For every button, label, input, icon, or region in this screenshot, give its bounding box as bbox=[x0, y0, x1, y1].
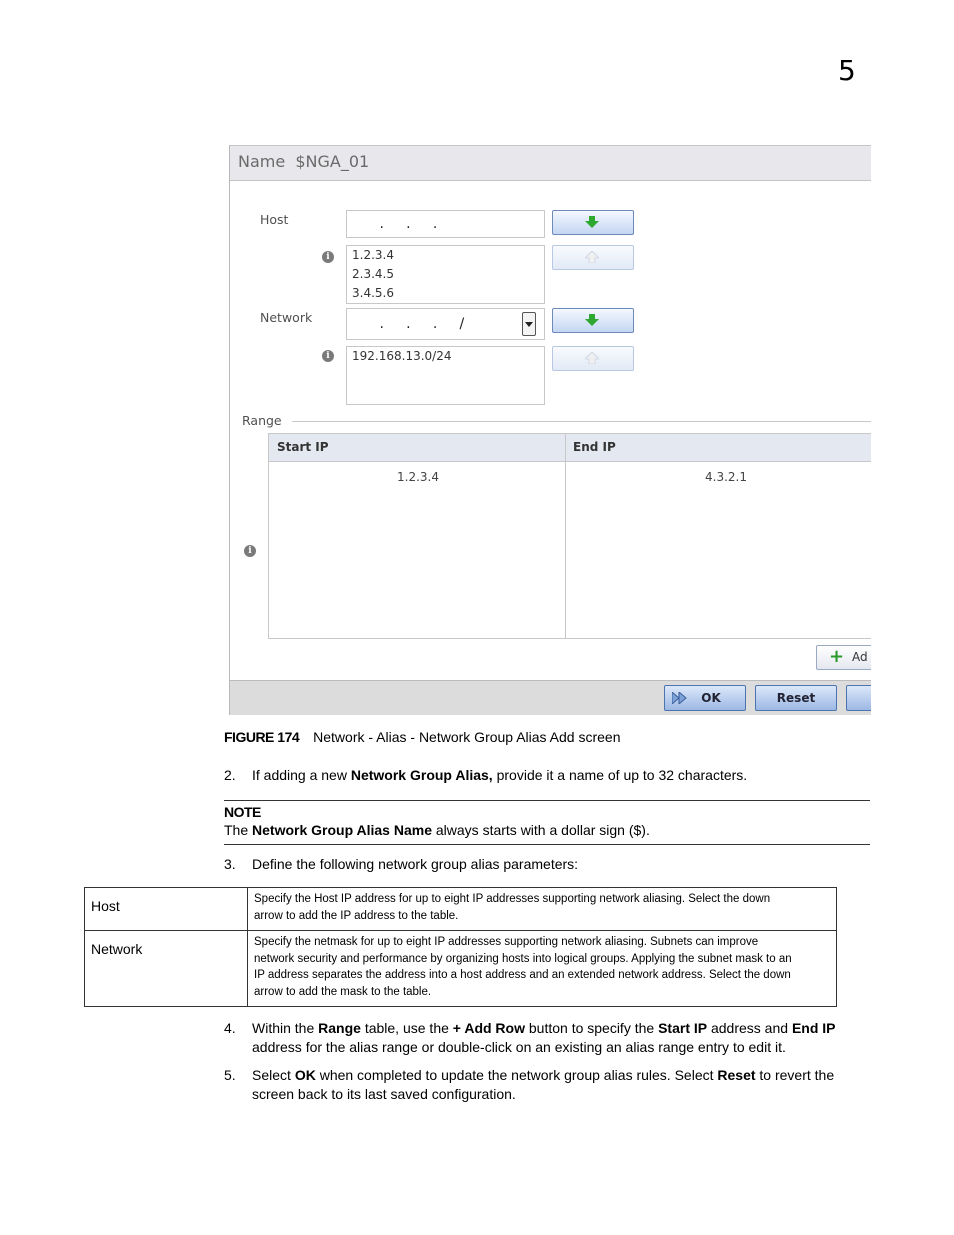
list-item[interactable]: 3.4.5.6 bbox=[352, 286, 394, 300]
chevron-down-icon bbox=[523, 313, 535, 335]
parameter-table bbox=[84, 887, 837, 1007]
param-name: Network bbox=[85, 931, 248, 1007]
network-add-button[interactable] bbox=[552, 308, 634, 333]
name-label: Name bbox=[238, 152, 286, 171]
list-item[interactable]: 2.3.4.5 bbox=[352, 267, 394, 281]
description-line: network security and performance by organizing hosts into logical groups. Applying the subnet mask to an bbox=[254, 952, 792, 965]
column-end-ip[interactable]: End IP bbox=[573, 440, 616, 454]
host-label: Host bbox=[260, 212, 289, 227]
param-description bbox=[248, 931, 837, 1007]
text-run: If adding a new bbox=[252, 767, 351, 783]
ok-button[interactable] bbox=[664, 685, 746, 711]
mask-dropdown[interactable] bbox=[522, 312, 536, 336]
host-list[interactable] bbox=[346, 245, 545, 304]
network-ip-input[interactable] bbox=[346, 308, 545, 340]
list-item[interactable]: 1.2.3.4 bbox=[352, 248, 394, 262]
figure-caption bbox=[224, 729, 620, 745]
range-table[interactable] bbox=[268, 433, 871, 639]
text-run: always starts with a dollar sign ($). bbox=[432, 822, 650, 838]
step-number: 2. bbox=[224, 767, 236, 783]
term: Reset bbox=[717, 1067, 756, 1083]
description-line: arrow to add the mask to the table. bbox=[254, 985, 432, 998]
description-line: Specify the Host IP address for up to eight IP addresses supporting network aliasing. Select the down bbox=[254, 893, 771, 905]
table-row bbox=[85, 888, 837, 931]
ok-label: OK bbox=[701, 691, 721, 705]
fast-forward-icon bbox=[672, 692, 688, 704]
param-description bbox=[248, 888, 837, 931]
arrow-down-icon bbox=[585, 216, 599, 228]
network-list[interactable] bbox=[346, 346, 545, 405]
term: Range bbox=[318, 1020, 361, 1036]
arrow-up-icon bbox=[585, 352, 599, 364]
host-info-icon[interactable]: i bbox=[322, 251, 334, 263]
network-label: Network bbox=[260, 310, 313, 325]
network-ip-separators: . . . / bbox=[375, 316, 465, 332]
note-title: NOTE bbox=[224, 804, 261, 820]
column-separator bbox=[565, 434, 566, 638]
description-line: arrow to add the IP address to the table. bbox=[254, 909, 459, 922]
name-bar bbox=[230, 145, 871, 181]
end-ip-cell[interactable]: 4.3.2.1 bbox=[705, 470, 747, 484]
range-label: Range bbox=[242, 413, 282, 428]
start-ip-cell[interactable]: 1.2.3.4 bbox=[397, 470, 439, 484]
list-item[interactable]: 192.168.13.0/24 bbox=[352, 349, 452, 363]
step-5 bbox=[224, 1066, 870, 1106]
text-run: address and bbox=[707, 1020, 792, 1036]
host-ip-input[interactable] bbox=[346, 210, 545, 238]
exit-button[interactable] bbox=[846, 685, 871, 711]
text-run: address for the alias range or double-click on an existing an alias range entry to edit it. bbox=[252, 1039, 786, 1055]
term: End IP bbox=[791, 1020, 836, 1036]
step-text bbox=[252, 1019, 836, 1057]
text-run: The bbox=[224, 822, 253, 838]
add-row-label: Ad bbox=[852, 650, 868, 664]
step-number: 3. bbox=[224, 856, 236, 872]
name-field bbox=[238, 152, 369, 171]
param-name: Host bbox=[85, 888, 248, 931]
range-table-header bbox=[269, 434, 871, 462]
text-run: when completed to update the network group alias rules. Select bbox=[315, 1067, 718, 1083]
text-run: to revert the bbox=[755, 1067, 835, 1083]
range-divider bbox=[292, 421, 871, 422]
text-run: Within the bbox=[252, 1020, 319, 1036]
text-run: provide it a name of up to 32 characters. bbox=[492, 767, 748, 783]
description-line: IP address separates the address into a host address and an extended network address. Select the down bbox=[254, 969, 791, 981]
plus-icon: + bbox=[829, 646, 845, 667]
add-row-button[interactable] bbox=[816, 645, 871, 670]
text-run: button to specify the bbox=[524, 1020, 659, 1036]
note-text bbox=[224, 822, 650, 838]
term: + Add Row bbox=[452, 1020, 525, 1036]
dialog-footer bbox=[230, 680, 871, 715]
network-group-alias-screenshot bbox=[229, 145, 871, 715]
text-run: Select bbox=[252, 1067, 295, 1083]
network-remove-button[interactable] bbox=[552, 346, 634, 371]
step-number: 4. bbox=[224, 1020, 236, 1036]
text-run: table, use the bbox=[360, 1020, 453, 1036]
step-number: 5. bbox=[224, 1067, 236, 1083]
arrow-down-icon bbox=[585, 314, 599, 326]
description-line: Specify the netmask for up to eight IP addresses supporting network aliasing. Subnets can improve bbox=[254, 936, 759, 948]
step-4 bbox=[224, 1019, 870, 1059]
arrow-up-icon bbox=[585, 251, 599, 263]
host-remove-button[interactable] bbox=[552, 245, 634, 270]
column-start-ip[interactable]: Start IP bbox=[277, 440, 329, 454]
range-info-icon[interactable]: i bbox=[244, 545, 256, 557]
term: OK bbox=[294, 1067, 316, 1083]
table-row bbox=[85, 931, 837, 1007]
step-text bbox=[252, 766, 747, 785]
text-run: screen back to its last saved configuration. bbox=[252, 1086, 516, 1102]
figure-number: FIGURE 174 bbox=[224, 729, 300, 745]
note-top-rule bbox=[224, 800, 870, 801]
term: Start IP bbox=[658, 1020, 708, 1036]
term: Network Group Alias, bbox=[350, 767, 493, 783]
figure-title: Network - Alias - Network Group Alias Add screen bbox=[313, 729, 621, 745]
step-text bbox=[252, 1066, 834, 1104]
name-value: $NGA_01 bbox=[295, 152, 370, 171]
host-add-button[interactable] bbox=[552, 210, 634, 235]
reset-button[interactable]: Reset bbox=[755, 685, 837, 711]
network-info-icon[interactable]: i bbox=[322, 350, 334, 362]
step-text: Define the following network group alias parameters: bbox=[252, 856, 579, 872]
note-bottom-rule bbox=[224, 844, 870, 845]
chapter-number: 5 bbox=[838, 54, 856, 87]
host-ip-separators: . . . bbox=[375, 216, 438, 232]
term: Network Group Alias Name bbox=[252, 822, 432, 838]
